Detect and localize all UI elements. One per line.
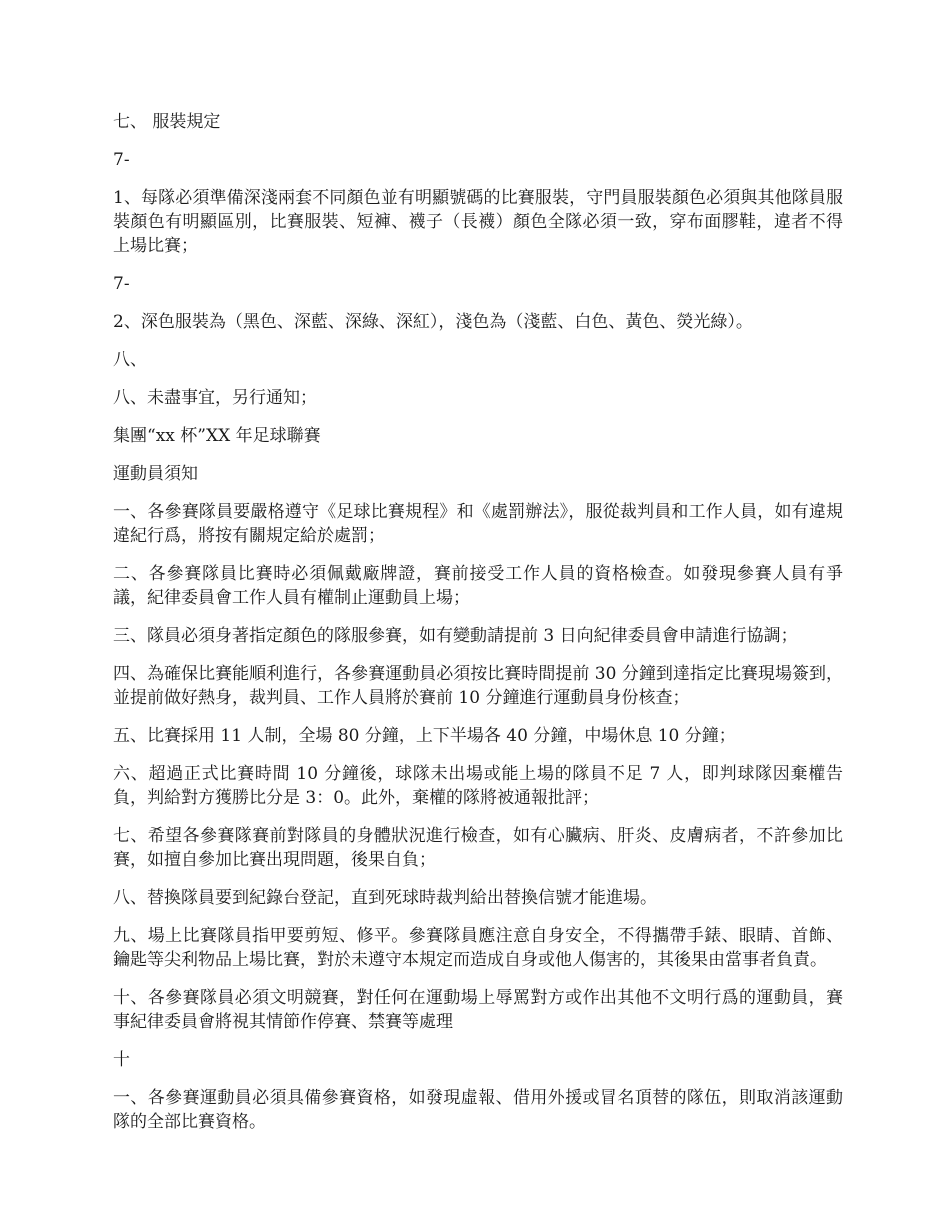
paragraph-section-8-heading: 八、: [113, 350, 147, 370]
notice-item-7: 七、希望各參賽隊賽前對隊員的身體狀況進行檢查，如有心臟病、肝炎、皮膚病者，不許參加比賽，如擅自參加比賽出現問題，後果自負；: [113, 826, 843, 870]
paragraph-section-8-text: 八、未盡事宜，另行通知；: [113, 388, 317, 408]
paragraph-clothing-rule-1: 1、每隊必須準備深淺兩套不同顏色並有明顯號碼的比賽服裝，守門員服裝顏色必須與其他隊員服裝顏色有明顯區別，比賽服裝、短褲、襪子（長襪）顏色全隊必須一致，穿布面膠鞋，違者不得上場比賽；: [113, 188, 843, 256]
paragraph-number-7b: 7-: [113, 274, 130, 294]
notice-item-2: 二、各參賽隊員比賽時必須佩戴廠牌證，賽前接受工作人員的資格檢查。如發現參賽人員有爭議，紀律委員會工作人員有權制止運動員上場；: [113, 564, 843, 608]
document-body: [113, 110, 843, 1148]
league-title: 集團“xx 杯”XX 年足球聯賽: [113, 426, 321, 446]
notice-item-9: 九、場上比賽隊員指甲要剪短、修平。參賽隊員應注意自身安全，不得攜帶手錶、眼睛、首飾、鑰匙等尖利物品上場比賽，對於未遵守本規定而造成自身或他人傷害的，其後果由當事者負責。: [113, 926, 843, 970]
notice-item-11-prefix: 十: [113, 1050, 130, 1070]
notice-item-10: 十、各參賽隊員必須文明競賽，對任何在運動場上辱罵對方或作出其他不文明行爲的運動員，賽事紀律委員會將視其情節作停賽、禁賽等處理: [113, 988, 843, 1032]
notice-item-8: 八、替換隊員要到紀錄台登記，直到死球時裁判給出替換信號才能進場。: [113, 888, 657, 908]
paragraph-clothing-heading: 七、 服裝規定: [113, 112, 221, 132]
notice-item-4: 四、為確保比賽能順利進行，各參賽運動員必須按比賽時間提前 30 分鐘到達指定比賽現場簽到，並提前做好熱身，裁判員、工作人員將於賽前 10 分鐘進行運動員身份核查；: [113, 664, 843, 708]
notice-item-6: 六、超過正式比賽時間 10 分鐘後，球隊未出場或能上場的隊員不足 7 人，即判球隊因棄權告負，判給對方獲勝比分是 3：0。此外，棄權的隊將被通報批評；: [113, 764, 843, 808]
athlete-notice-title: 運動員須知: [113, 464, 198, 484]
paragraph-clothing-rule-2: 2、深色服裝為（黑色、深藍、深綠、深紅），淺色為（淺藍、白色、黃色、熒光綠）。: [113, 312, 753, 332]
notice-item-3: 三、隊員必須身著指定顏色的隊服參賽，如有變動請提前 3 日向紀律委員會申請進行協調；: [113, 626, 798, 646]
paragraph-number-7a: 7-: [113, 150, 130, 170]
notice-item-1: 一、各參賽隊員要嚴格遵守《足球比賽規程》和《處罰辦法》，服從裁判員和工作人員，如有違規違紀行爲，將按有關規定給於處罰；: [113, 502, 843, 546]
notice-item-11: 一、各參賽運動員必須具備參賽資格，如發現虛報、借用外援或冒名頂替的隊伍，則取消該運動隊的全部比賽資格。: [113, 1088, 843, 1132]
notice-item-5: 五、比賽採用 11 人制，全場 80 分鐘，上下半場各 40 分鐘，中場休息 10 分鐘；: [113, 726, 736, 746]
